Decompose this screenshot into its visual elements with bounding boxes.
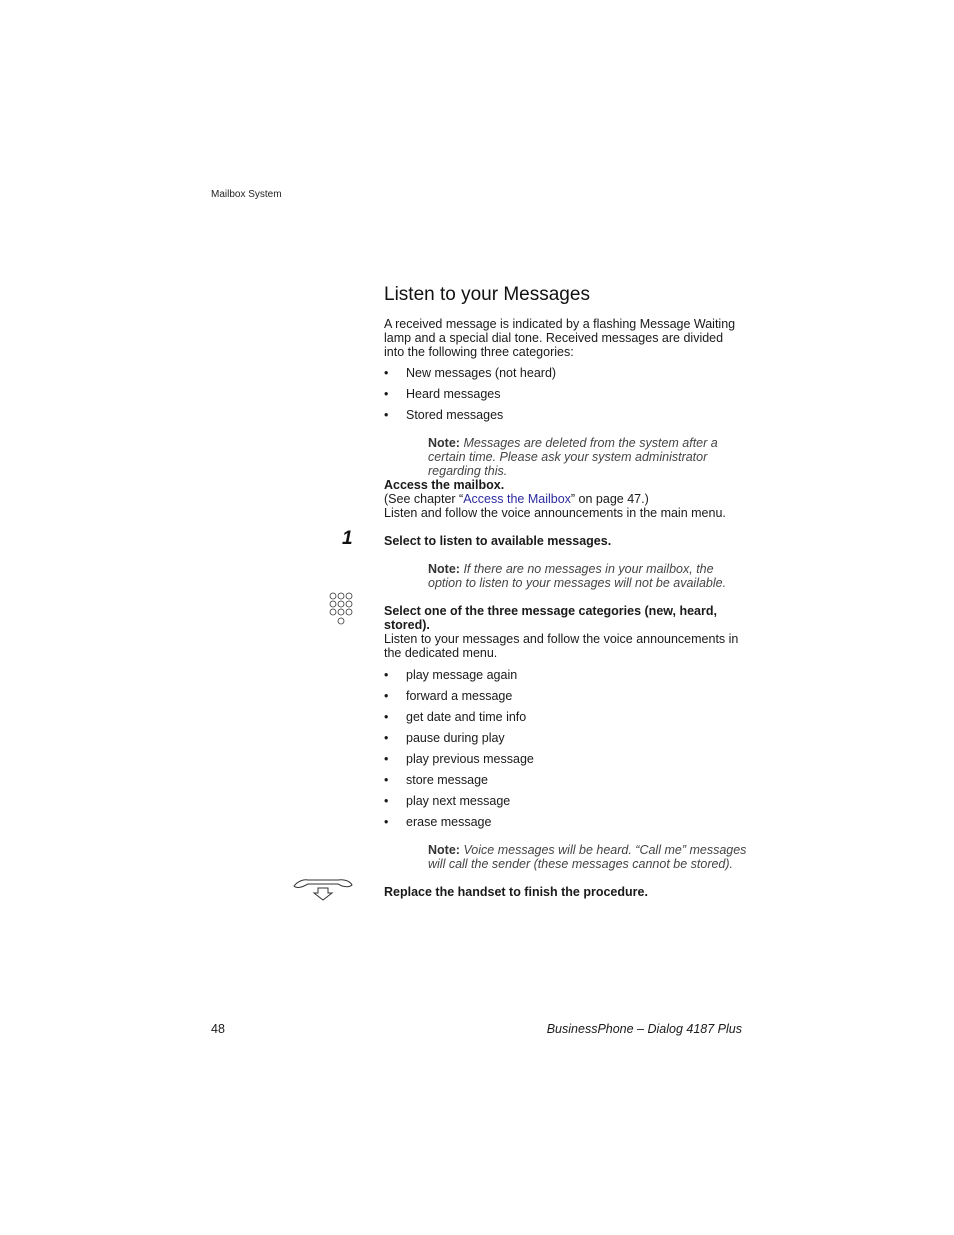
step1-label: Select to listen to available messages. bbox=[384, 534, 612, 548]
intro-paragraph: A received message is indicated by a flashing Message Waiting lamp and a special dial tone. Received messages are divided into the following three categories: bbox=[384, 317, 736, 359]
keypad-icon bbox=[328, 591, 354, 627]
access-mailbox-link[interactable]: Access the Mailbox bbox=[463, 492, 571, 506]
note-deleted-messages: Note: Messages are deleted from the system after a certain time. Please ask your system administrator regarding this. bbox=[428, 436, 718, 478]
access-follow-text: Listen and follow the voice announcements in the main menu. bbox=[384, 506, 726, 520]
replace-handset-icon bbox=[292, 876, 354, 902]
note-no-messages: Note: If there are no messages in your mailbox, the option to listen to your messages will not be available. bbox=[428, 562, 727, 590]
access-reference: (See chapter “Access the Mailbox” on page 47.) bbox=[384, 492, 649, 506]
product-name: BusinessPhone – Dialog 4187 Plus bbox=[546, 1022, 742, 1036]
step-number-1: 1 bbox=[342, 528, 353, 549]
access-heading: Access the mailbox. bbox=[384, 478, 505, 492]
step3-label: Replace the handset to finish the procedure. bbox=[384, 885, 648, 899]
page-number: 48 bbox=[211, 1022, 225, 1036]
section-label: Mailbox System bbox=[211, 189, 282, 200]
step2-label: Select one of the three message categories (new, heard, stored). bbox=[384, 604, 717, 632]
note-voice-messages: Note: Voice messages will be heard. “Call me” messages will call the sender (these messages cannot be stored). bbox=[428, 843, 747, 871]
page-title: Listen to your Messages bbox=[384, 284, 590, 305]
step2-description: Listen to your messages and follow the voice announcements in the dedicated menu. bbox=[384, 632, 739, 660]
